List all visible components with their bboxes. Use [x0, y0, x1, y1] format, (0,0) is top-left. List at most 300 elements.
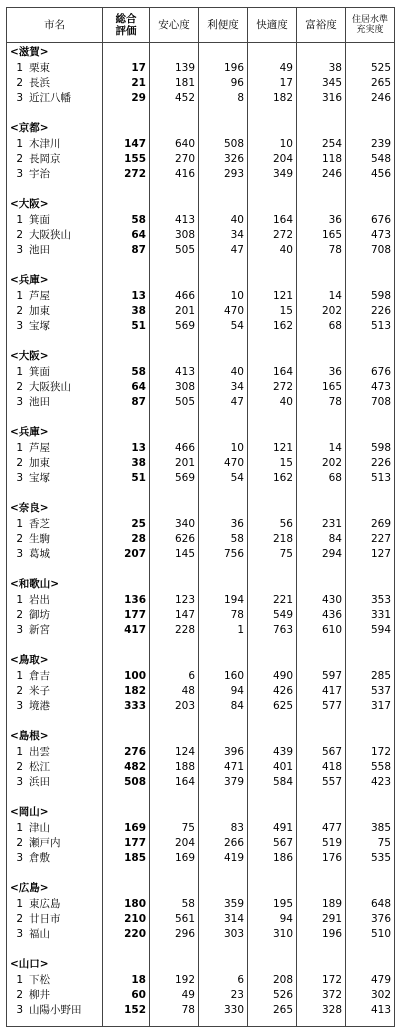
prefecture-label: <京都>	[7, 119, 103, 137]
convenience-cell: 54	[199, 319, 248, 334]
housing-cell: 385	[346, 821, 395, 836]
safety-cell: 49	[150, 988, 199, 1003]
safety-cell: 145	[150, 547, 199, 562]
comfort-cell: 40	[248, 243, 297, 258]
spacer-cell	[199, 486, 248, 499]
housing-cell: 226	[346, 456, 395, 471]
rank-number: 2	[16, 761, 23, 773]
safety-cell: 75	[150, 821, 199, 836]
table-row	[7, 456, 395, 471]
safety-cell: 188	[150, 760, 199, 775]
safety-cell: 6	[150, 669, 199, 684]
wealth-cell: 231	[297, 517, 346, 532]
spacer-cell	[346, 714, 395, 727]
prefecture-row	[7, 195, 395, 213]
housing-cell: 598	[346, 289, 395, 304]
safety-cell: 78	[150, 1003, 199, 1018]
comfort-cell: 121	[248, 441, 297, 456]
empty-cell	[297, 271, 346, 289]
empty-cell	[150, 347, 199, 365]
wealth-cell: 291	[297, 912, 346, 927]
prefecture-row	[7, 651, 395, 669]
header-housing: 住居水準 充実度	[346, 8, 395, 43]
empty-cell	[103, 423, 150, 441]
safety-cell: 413	[150, 365, 199, 380]
total-cell: 169	[103, 821, 150, 836]
housing-cell: 127	[346, 547, 395, 562]
rank-number: 1	[16, 442, 23, 454]
safety-cell: 123	[150, 593, 199, 608]
spacer-cell	[199, 714, 248, 727]
comfort-cell: 218	[248, 532, 297, 547]
housing-cell: 548	[346, 152, 395, 167]
convenience-cell: 83	[199, 821, 248, 836]
housing-cell: 456	[346, 167, 395, 182]
empty-cell	[248, 879, 297, 897]
comfort-cell: 164	[248, 213, 297, 228]
spacer-cell	[297, 486, 346, 499]
spacer-cell	[103, 258, 150, 271]
table-row	[7, 760, 395, 775]
spacer-cell	[248, 638, 297, 651]
table-row	[7, 836, 395, 851]
empty-cell	[103, 575, 150, 593]
total-cell: 220	[103, 927, 150, 942]
empty-cell	[297, 727, 346, 745]
city-name: 東広島	[29, 898, 61, 910]
housing-cell: 75	[346, 836, 395, 851]
housing-cell: 525	[346, 61, 395, 76]
empty-cell	[150, 575, 199, 593]
spacer-cell	[150, 638, 199, 651]
safety-cell: 640	[150, 137, 199, 152]
spacer-cell	[150, 182, 199, 195]
convenience-cell: 10	[199, 441, 248, 456]
table-row	[7, 745, 395, 760]
empty-cell	[103, 879, 150, 897]
total-cell: 28	[103, 532, 150, 547]
prefecture-row	[7, 347, 395, 365]
housing-cell: 331	[346, 608, 395, 623]
empty-cell	[248, 499, 297, 517]
city-cell	[7, 471, 103, 486]
comfort-cell: 164	[248, 365, 297, 380]
city-name: 新宮	[29, 624, 50, 636]
prefecture-row	[7, 879, 395, 897]
spacer-cell	[297, 1018, 346, 1027]
wealth-cell: 118	[297, 152, 346, 167]
safety-cell: 48	[150, 684, 199, 699]
wealth-cell: 557	[297, 775, 346, 790]
wealth-cell: 254	[297, 137, 346, 152]
comfort-cell: 17	[248, 76, 297, 91]
housing-cell: 510	[346, 927, 395, 942]
housing-cell: 413	[346, 1003, 395, 1018]
rank-number: 2	[16, 989, 23, 1001]
spacer-cell	[199, 790, 248, 803]
total-cell: 100	[103, 669, 150, 684]
table-row	[7, 912, 395, 927]
city-cell	[7, 745, 103, 760]
comfort-cell: 439	[248, 745, 297, 760]
comfort-cell: 491	[248, 821, 297, 836]
safety-cell: 181	[150, 76, 199, 91]
city-name: 葛城	[29, 548, 50, 560]
rank-number: 1	[16, 898, 23, 910]
spacer-cell	[150, 562, 199, 575]
spacer-cell	[248, 714, 297, 727]
housing-cell: 473	[346, 380, 395, 395]
wealth-cell: 202	[297, 304, 346, 319]
rank-number: 3	[16, 472, 23, 484]
city-cell	[7, 365, 103, 380]
wealth-cell: 418	[297, 760, 346, 775]
convenience-cell: 34	[199, 380, 248, 395]
safety-cell: 204	[150, 836, 199, 851]
city-cell	[7, 821, 103, 836]
spacer-cell	[199, 1018, 248, 1027]
rank-number: 2	[16, 153, 23, 165]
spacer-cell	[199, 182, 248, 195]
city-cell	[7, 319, 103, 334]
spacer-cell	[297, 562, 346, 575]
comfort-cell: 15	[248, 304, 297, 319]
housing-cell: 479	[346, 973, 395, 988]
spacer-cell	[248, 1018, 297, 1027]
empty-cell	[297, 423, 346, 441]
convenience-cell: 470	[199, 304, 248, 319]
table-row	[7, 684, 395, 699]
housing-cell: 246	[346, 91, 395, 106]
empty-cell	[248, 423, 297, 441]
wealth-cell: 68	[297, 319, 346, 334]
spacer-cell	[7, 638, 103, 651]
table-row	[7, 167, 395, 182]
spacer-cell	[248, 410, 297, 423]
city-name: 宝塚	[29, 472, 50, 484]
wealth-cell: 246	[297, 167, 346, 182]
city-name: 池田	[29, 396, 50, 408]
housing-cell: 708	[346, 243, 395, 258]
city-cell	[7, 912, 103, 927]
table-row	[7, 973, 395, 988]
safety-cell: 340	[150, 517, 199, 532]
total-cell: 417	[103, 623, 150, 638]
convenience-cell: 94	[199, 684, 248, 699]
safety-cell: 561	[150, 912, 199, 927]
rank-number: 3	[16, 776, 23, 788]
city-name: 長浜	[29, 77, 50, 89]
city-name: 山陽小野田	[29, 1004, 82, 1016]
city-name: 芦屋	[29, 442, 50, 454]
spacer-cell	[150, 942, 199, 955]
city-name: 米子	[29, 685, 50, 697]
total-cell: 38	[103, 304, 150, 319]
spacer-cell	[103, 866, 150, 879]
spacer-row	[7, 562, 395, 575]
table-row	[7, 821, 395, 836]
wealth-cell: 610	[297, 623, 346, 638]
city-name: 柳井	[29, 989, 50, 1001]
prefecture-label: <大阪>	[7, 195, 103, 213]
empty-cell	[248, 955, 297, 973]
total-cell: 185	[103, 851, 150, 866]
city-name: 浜田	[29, 776, 50, 788]
city-cell	[7, 1003, 103, 1018]
empty-cell	[297, 347, 346, 365]
spacer-cell	[199, 106, 248, 119]
safety-cell: 58	[150, 897, 199, 912]
empty-cell	[297, 195, 346, 213]
table-row	[7, 623, 395, 638]
empty-cell	[248, 575, 297, 593]
rank-number: 1	[16, 214, 23, 226]
rank-number: 2	[16, 229, 23, 241]
city-cell	[7, 289, 103, 304]
header-wealth: 富裕度	[297, 8, 346, 43]
rank-number: 1	[16, 62, 23, 74]
empty-cell	[103, 727, 150, 745]
wealth-cell: 165	[297, 380, 346, 395]
convenience-cell: 419	[199, 851, 248, 866]
prefecture-label: <山口>	[7, 955, 103, 973]
convenience-cell: 359	[199, 897, 248, 912]
spacer-cell	[199, 942, 248, 955]
wealth-cell: 68	[297, 471, 346, 486]
wealth-cell: 202	[297, 456, 346, 471]
spacer-cell	[248, 790, 297, 803]
spacer-cell	[346, 258, 395, 271]
spacer-cell	[346, 1018, 395, 1027]
convenience-cell: 314	[199, 912, 248, 927]
empty-cell	[346, 727, 395, 745]
total-cell: 152	[103, 1003, 150, 1018]
empty-cell	[199, 651, 248, 669]
wealth-cell: 36	[297, 365, 346, 380]
comfort-cell: 549	[248, 608, 297, 623]
spacer-cell	[346, 106, 395, 119]
spacer-cell	[346, 486, 395, 499]
table-row	[7, 593, 395, 608]
spacer-cell	[7, 866, 103, 879]
convenience-cell: 40	[199, 213, 248, 228]
empty-cell	[297, 803, 346, 821]
spacer-cell	[346, 790, 395, 803]
prefecture-label: <鳥取>	[7, 651, 103, 669]
total-cell: 58	[103, 365, 150, 380]
city-name: 香芝	[29, 518, 50, 530]
city-cell	[7, 669, 103, 684]
table-row	[7, 897, 395, 912]
spacer-cell	[150, 866, 199, 879]
total-cell: 87	[103, 395, 150, 410]
city-name: 廿日市	[29, 913, 61, 925]
spacer-cell	[103, 106, 150, 119]
prefecture-label: <兵庫>	[7, 271, 103, 289]
spacer-cell	[150, 1018, 199, 1027]
prefecture-label: <奈良>	[7, 499, 103, 517]
spacer-cell	[199, 334, 248, 347]
city-cell	[7, 167, 103, 182]
empty-cell	[346, 119, 395, 137]
total-cell: 177	[103, 608, 150, 623]
safety-cell: 203	[150, 699, 199, 714]
housing-cell: 676	[346, 213, 395, 228]
convenience-cell: 84	[199, 699, 248, 714]
comfort-cell: 349	[248, 167, 297, 182]
comfort-cell: 625	[248, 699, 297, 714]
spacer-cell	[248, 562, 297, 575]
city-name: 倉敷	[29, 852, 50, 864]
table-row	[7, 228, 395, 243]
safety-cell: 296	[150, 927, 199, 942]
housing-cell: 594	[346, 623, 395, 638]
table-row	[7, 213, 395, 228]
prefecture-label: <岡山>	[7, 803, 103, 821]
empty-cell	[150, 727, 199, 745]
city-name: 岩出	[29, 594, 50, 606]
wealth-cell: 567	[297, 745, 346, 760]
header-city-name: 市名	[7, 8, 103, 43]
total-cell: 64	[103, 380, 150, 395]
spacer-cell	[199, 562, 248, 575]
comfort-cell: 56	[248, 517, 297, 532]
spacer-cell	[248, 486, 297, 499]
table-row	[7, 988, 395, 1003]
safety-cell: 192	[150, 973, 199, 988]
convenience-cell: 54	[199, 471, 248, 486]
city-cell	[7, 395, 103, 410]
safety-cell: 164	[150, 775, 199, 790]
total-cell: 210	[103, 912, 150, 927]
empty-cell	[199, 955, 248, 973]
empty-cell	[248, 119, 297, 137]
rank-number: 1	[16, 974, 23, 986]
empty-cell	[346, 651, 395, 669]
convenience-cell: 1	[199, 623, 248, 638]
convenience-cell: 96	[199, 76, 248, 91]
rank-number: 1	[16, 290, 23, 302]
empty-cell	[103, 499, 150, 517]
convenience-cell: 196	[199, 61, 248, 76]
comfort-cell: 208	[248, 973, 297, 988]
empty-cell	[297, 575, 346, 593]
empty-cell	[103, 955, 150, 973]
safety-cell: 169	[150, 851, 199, 866]
total-cell: 272	[103, 167, 150, 182]
city-cell	[7, 897, 103, 912]
city-cell	[7, 836, 103, 851]
rank-number: 2	[16, 685, 23, 697]
empty-cell	[199, 575, 248, 593]
wealth-cell: 165	[297, 228, 346, 243]
empty-cell	[199, 879, 248, 897]
prefecture-row	[7, 803, 395, 821]
spacer-row	[7, 182, 395, 195]
total-cell: 182	[103, 684, 150, 699]
convenience-cell: 10	[199, 289, 248, 304]
total-cell: 18	[103, 973, 150, 988]
housing-cell: 558	[346, 760, 395, 775]
prefecture-row	[7, 43, 395, 62]
empty-cell	[248, 651, 297, 669]
table-row	[7, 365, 395, 380]
spacer-cell	[297, 334, 346, 347]
city-name: 宝塚	[29, 320, 50, 332]
city-name: 瀬戸内	[29, 837, 61, 849]
total-cell: 177	[103, 836, 150, 851]
city-cell	[7, 547, 103, 562]
total-cell: 87	[103, 243, 150, 258]
spacer-cell	[297, 182, 346, 195]
wealth-cell: 36	[297, 213, 346, 228]
empty-cell	[150, 955, 199, 973]
empty-cell	[150, 195, 199, 213]
housing-cell: 376	[346, 912, 395, 927]
city-name: 箕面	[29, 214, 50, 226]
empty-cell	[150, 43, 199, 62]
empty-cell	[150, 879, 199, 897]
empty-cell	[297, 955, 346, 973]
comfort-cell: 763	[248, 623, 297, 638]
spacer-cell	[7, 106, 103, 119]
city-cell	[7, 699, 103, 714]
total-cell: 180	[103, 897, 150, 912]
convenience-cell: 396	[199, 745, 248, 760]
empty-cell	[199, 43, 248, 62]
safety-cell: 147	[150, 608, 199, 623]
convenience-cell: 471	[199, 760, 248, 775]
spacer-cell	[103, 486, 150, 499]
rank-number: 1	[16, 366, 23, 378]
comfort-cell: 10	[248, 137, 297, 152]
spacer-cell	[346, 410, 395, 423]
empty-cell	[248, 195, 297, 213]
empty-cell	[248, 727, 297, 745]
city-cell	[7, 213, 103, 228]
housing-cell: 708	[346, 395, 395, 410]
safety-cell: 452	[150, 91, 199, 106]
housing-cell: 265	[346, 76, 395, 91]
spacer-cell	[7, 182, 103, 195]
housing-cell: 513	[346, 471, 395, 486]
table-row	[7, 380, 395, 395]
empty-cell	[150, 651, 199, 669]
housing-cell: 423	[346, 775, 395, 790]
convenience-cell: 379	[199, 775, 248, 790]
empty-cell	[199, 727, 248, 745]
total-cell: 147	[103, 137, 150, 152]
city-cell	[7, 623, 103, 638]
wealth-cell: 14	[297, 289, 346, 304]
spacer-cell	[150, 258, 199, 271]
rank-number: 2	[16, 533, 23, 545]
total-cell: 60	[103, 988, 150, 1003]
housing-cell: 648	[346, 897, 395, 912]
rank-number: 1	[16, 670, 23, 682]
empty-cell	[150, 499, 199, 517]
convenience-cell: 266	[199, 836, 248, 851]
empty-cell	[346, 271, 395, 289]
comfort-cell: 526	[248, 988, 297, 1003]
convenience-cell: 326	[199, 152, 248, 167]
total-cell: 51	[103, 319, 150, 334]
rank-number: 2	[16, 381, 23, 393]
comfort-cell: 204	[248, 152, 297, 167]
empty-cell	[199, 195, 248, 213]
empty-cell	[199, 271, 248, 289]
spacer-cell	[7, 334, 103, 347]
